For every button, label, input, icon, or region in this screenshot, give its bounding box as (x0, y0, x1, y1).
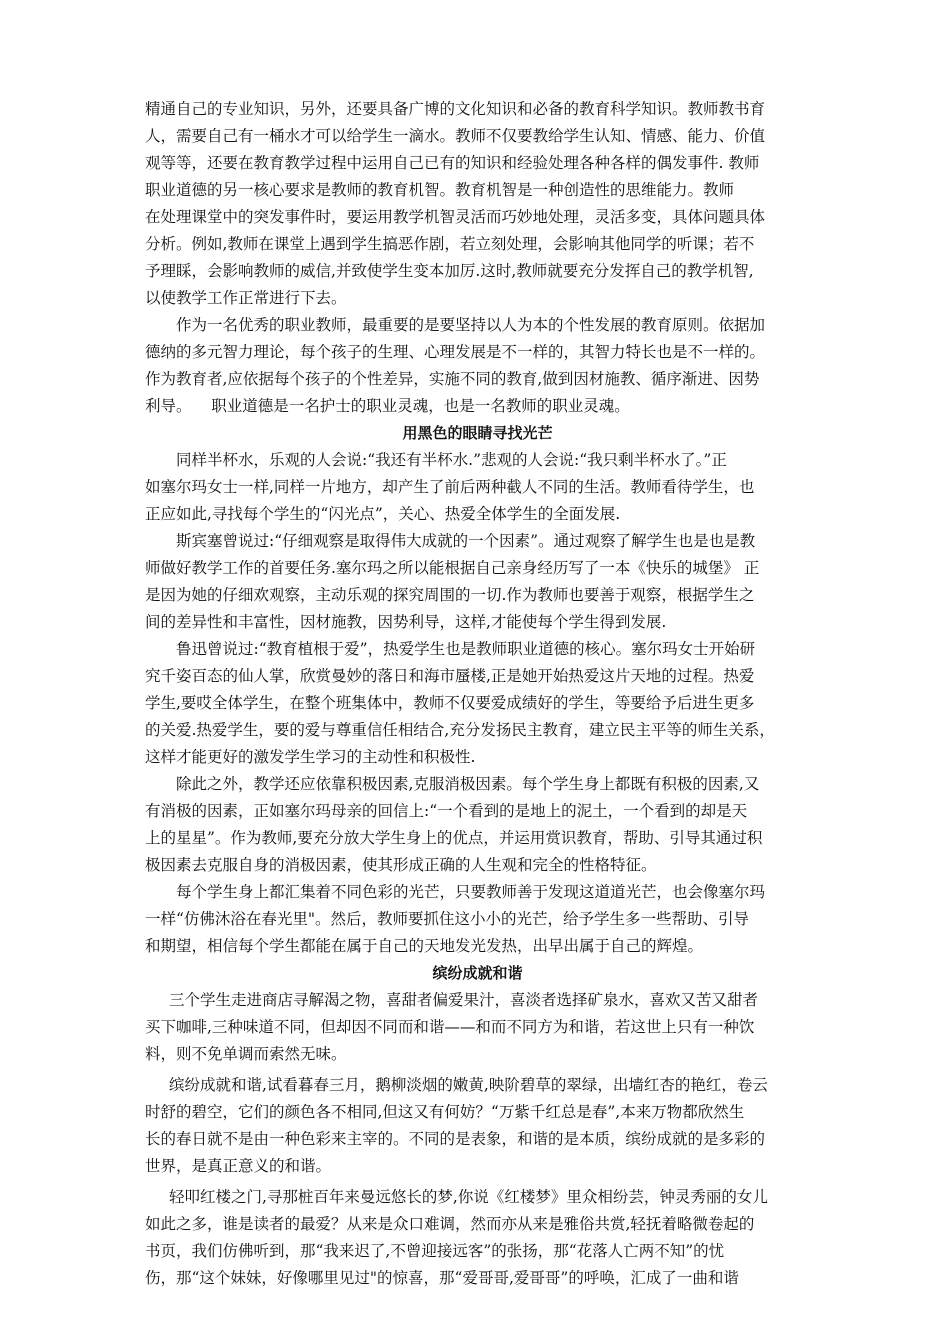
text-line: 学生,要哎全体学生，在整个班集体中，教师不仅要爱成绩好的学生，等要给予后进生更多 (145, 694, 755, 712)
section-3-paragraph-2 (145, 1072, 810, 1180)
text-line: 以使教学工作正常进行下去。 (145, 289, 347, 307)
text-line: 有消极的因素，正如塞尔玛母亲的回信上:“一个看到的是地上的泥土，一个看到的却是天 (145, 802, 748, 820)
text-line: 时舒的碧空，它们的颜色各不相同,但这又有何妨？“万紫千红总是春”,本来万物都欣然生 (145, 1103, 745, 1121)
text-line: 人，需要自己有一桶水才可以给学生一滴水。教师不仅要教给学生认知、情感、能力、价值 (145, 127, 766, 145)
section-1-paragraph (145, 96, 810, 312)
text-line: 的关爱.热爱学生，要的爱与尊重信任相结合,充分发扬民主教育，建立民主平等的师生关系， (145, 721, 775, 739)
text-line: 是因为她的仔细欢观察，主动乐观的探究周围的一切.作为教师也要善于观察，根据学生之 (145, 586, 755, 604)
text-line: 分析。例如,教师在课堂上遇到学生搞恶作剧，若立刻处理，会影响其他同学的听课；若不 (145, 235, 755, 253)
text-line: 精通自己的专业知识，另外，还要具备广博的文化知识和必备的教育科学知识。教师教书育 (145, 100, 766, 118)
section-2-paragraph-5 (145, 879, 810, 960)
text-line: 轻叩红楼之门,寻那桩百年来曼远悠长的梦,你说《红楼梦》里众相纷芸，钟灵秀丽的女儿 (169, 1188, 768, 1206)
text-line: 世界，是真正意义的和谐。 (145, 1157, 332, 1175)
text-line: 鲁迅曾说过:“教育植根于爱”，热爱学生也是教师职业道德的核心。塞尔玛女士开始研 (176, 640, 756, 658)
section-2-paragraph-3 (145, 636, 810, 771)
text-line: 和期望，相信每个学生都能在属于自己的天地发光发热，出早出属于自己的辉煌。 (145, 937, 704, 955)
document-page (145, 96, 810, 1292)
text-line: 缤纷成就和谐,试看暮春三月，鹅柳淡烟的嫩黄,映阶碧草的翠绿，出墙红杏的艳红，卷云 (169, 1076, 768, 1094)
text-line: 长的春日就不是由一种色彩来主宰的。不同的是表象，和谐的是本质，缤纷成就的是多彩的 (145, 1130, 766, 1148)
section-2-paragraph-1 (145, 447, 810, 528)
text-line: 职业道德的另一核心要求是教师的教育机智。教育机智是一种创造性的思维能力。教师 (145, 181, 735, 199)
section-2-heading: 用黑色的眼睛寻找光芒 (402, 424, 553, 442)
section-3-heading: 缤纷成就和谐 (432, 964, 523, 982)
text-line: 观等等，还要在教育教学过程中运用自己已有的知识和经验处理各种各样的偶发事件. 教师 (145, 154, 760, 172)
section-3-paragraph-1 (145, 987, 810, 1068)
text-line: 三个学生走进商店寻解渴之物，喜甜者偏爱果汁，喜淡者选择矿泉水，喜欢又苦又甜者 (169, 991, 759, 1009)
text-line: 如此之多，谁是读者的最爱？从来是众口难调，然而亦从来是雅俗共赏,轻抚着略微卷起的 (145, 1215, 755, 1233)
text-line: 每个学生身上都汇集着不同色彩的光芒，只要教师善于发现这道道光芒，也会像塞尔玛 (176, 883, 766, 901)
text-line: 在处理课堂中的突发事件时，要运用教学机智灵活而巧妙地处理，灵活多变，具体问题具体 (145, 208, 766, 226)
section-3-paragraph-3 (145, 1184, 810, 1292)
text-line: 予理睬，会影响教师的威信,并致使学生变本加厉.这时,教师就要充分发挥自己的教学机智, (145, 262, 754, 280)
text-line: 上的星星”。作为教师,要充分放大学生身上的优点，并运用赏识教育，帮助、引导其通过积 (145, 829, 763, 847)
text-line: 买下咖啡,三种味道不同，但却因不同而和谐——和而不同方为和谐，若这世上只有一种饮 (145, 1018, 755, 1036)
section-2-paragraph-4 (145, 771, 810, 879)
section-2-paragraph-2 (145, 528, 810, 636)
text-line: 究千姿百态的仙人掌，欣赏曼妙的落日和海市蜃楼,正是她开始热爱这片天地的过程。热爱 (145, 667, 755, 685)
text-line: 书页，我们仿佛听到，那“我来迟了,不曾迎接远客”的张扬，那“花落人亡两不知”的忧 (145, 1242, 725, 1260)
text-line: 作为教育者,应依据每个孩子的个性差异，实施不同的教育,做到因材施教、循序渐进、因势 (145, 370, 760, 388)
text-line: 师做好教学工作的首要任务.塞尔玛之所以能根据自己亲身经历写了一本《快乐的城堡》 正 (145, 559, 760, 577)
text-line: 利导。 职业道德是一名护士的职业灵魂，也是一名教师的职业灵魂。 (145, 397, 630, 415)
text-line: 如塞尔玛女士一样,同样一片地方，却产生了前后两种截人不同的生活。教师看待学生，也 (145, 478, 755, 496)
text-line: 料，则不免单调而索然无味。 (145, 1045, 347, 1063)
section-1-paragraph-2 (145, 312, 810, 420)
text-line: 除此之外，教学还应依靠积极因素,克服消极因素。每个学生身上都既有积极的因素,又 (176, 775, 760, 793)
text-line: 一样“仿佛沐浴在春光里"。然后，教师要抓住这小小的光芒，给予学生多一些帮助、引导 (145, 910, 750, 928)
text-line: 同样半杯水，乐观的人会说:“我还有半杯水.”悲观的人会说:“我只剩半杯水了。”正 (176, 451, 727, 469)
text-line: 伤，那“这个妹妹，好像哪里见过"的惊喜，那“爱哥哥,爱哥哥”的呼唤，汇成了一曲和谐 (145, 1269, 739, 1287)
text-line: 德纳的多元智力理论，每个孩子的生理、心理发展是不一样的，其智力特长也是不一样的。 (145, 343, 766, 361)
text-line: 正应如此,寻找每个学生的“闪光点”，关心、热爱全体学生的全面发展. (145, 505, 621, 523)
text-line: 这样才能更好的激发学生学习的主动性和积极性. (145, 748, 476, 766)
text-line: 极因素去克服自身的消极因素，使其形成正确的人生观和完全的性格特征。 (145, 856, 657, 874)
text-line: 间的差异性和丰富性，因材施教，因势利导，这样,才能使每个学生得到发展. (145, 613, 667, 631)
text-line: 斯宾塞曾说过:“仔细观察是取得伟大成就的一个因素”。通过观察了解学生也是也是教 (176, 532, 756, 550)
text-line: 作为一名优秀的职业教师，最重要的是要坚持以人为本的个性发展的教育原则。依据加 (176, 316, 766, 334)
